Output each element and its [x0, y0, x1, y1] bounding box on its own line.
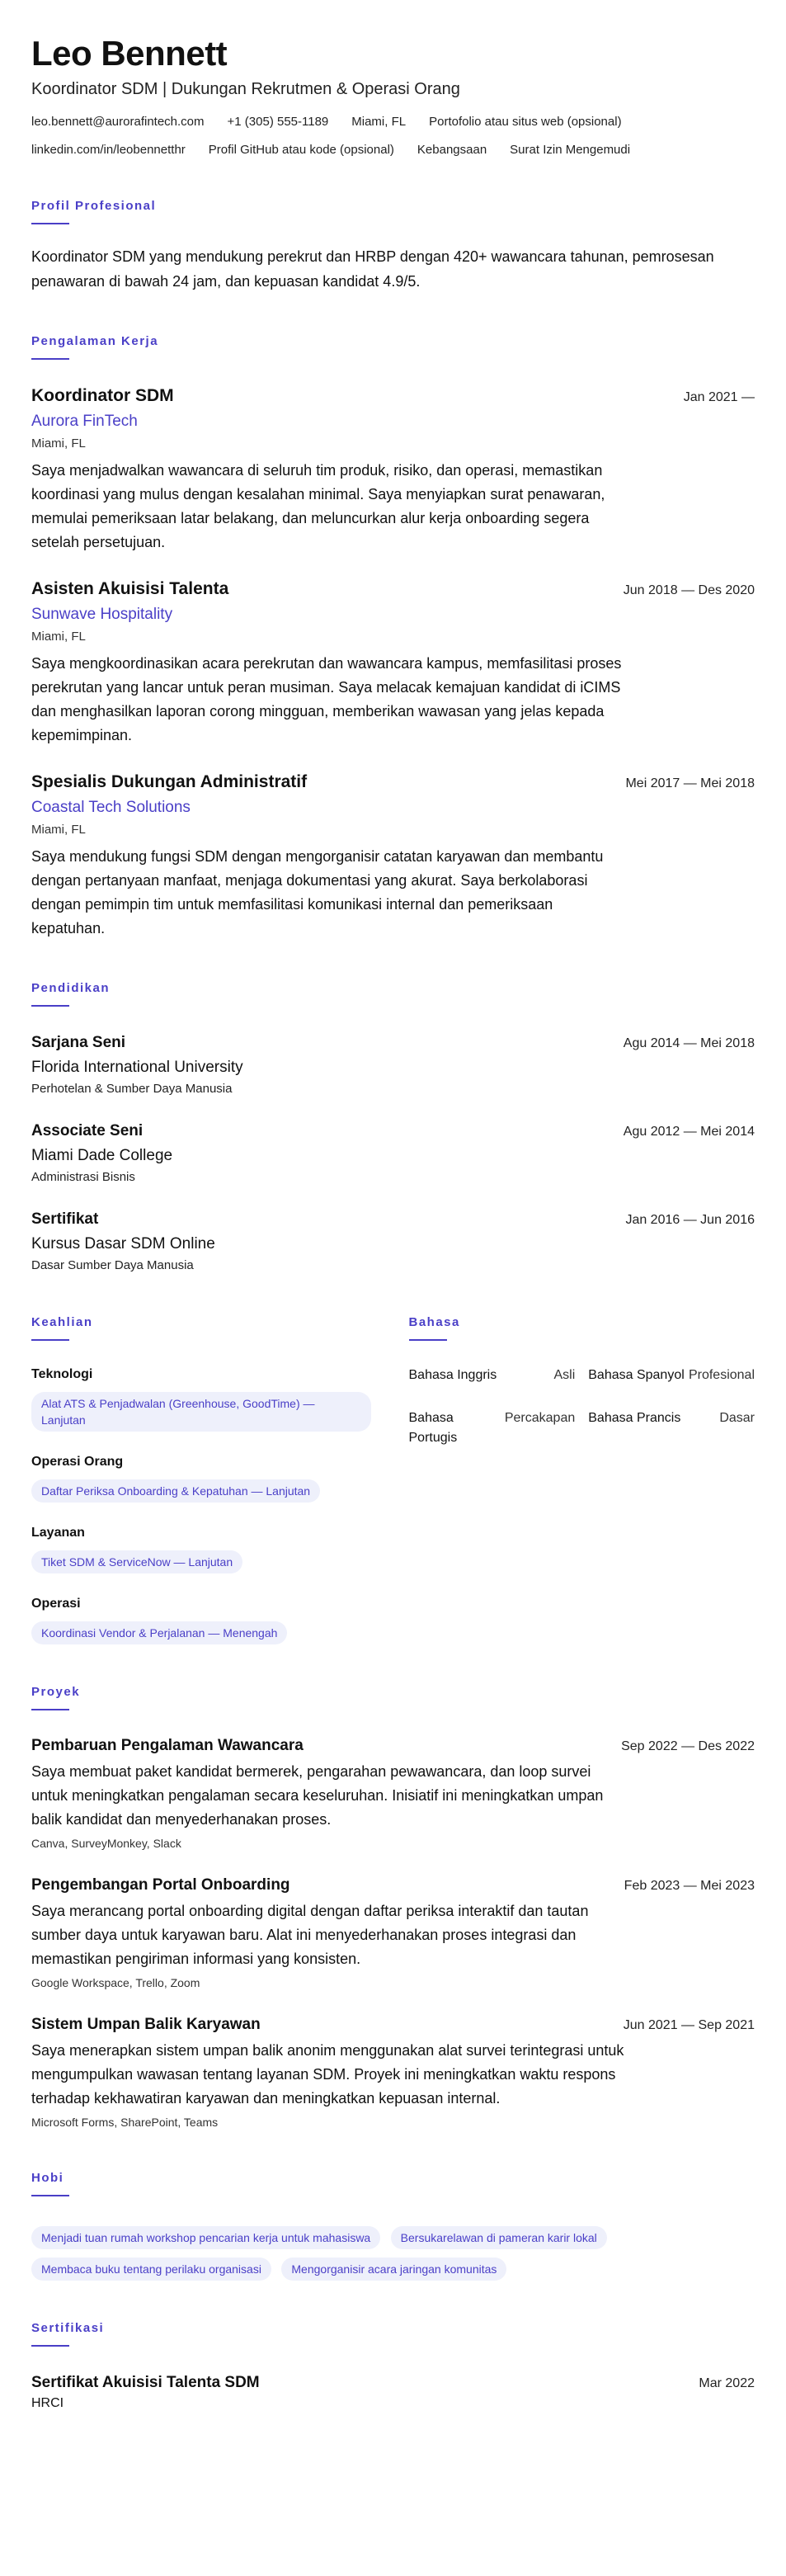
skill-chip: Tiket SDM & ServiceNow — Lanjutan: [31, 1550, 242, 1573]
section-divider: [31, 2195, 69, 2196]
skill-chip: Daftar Periksa Onboarding & Kepatuhan — Lanjutan: [31, 1479, 320, 1503]
certification-date: Mar 2022: [699, 2376, 755, 2390]
company-name: Aurora FinTech: [31, 413, 138, 430]
education-dates: Agu 2012 — Mei 2014: [623, 1125, 755, 1139]
degree: Sertifikat: [31, 1210, 99, 1228]
job-description: Saya mendukung fungsi SDM dengan mengorganisir catatan karyawan dan membantu dengan pertanyaan manfaat, menjaga dokumentasi yang akurat. Saya berkolaborasi dengan pemimpin tim untuk memfasilitasi komunikasi internal dan pemeriksaan kepatuhan.: [31, 848, 604, 937]
project-dates: Sep 2022 — Des 2022: [621, 1739, 755, 1753]
hobby-chip: Mengorganisir acara jaringan komunitas: [281, 2258, 506, 2281]
job-description: Saya mengkoordinasikan acara perekrutan dan wawancara kampus, memfasilitasi proses perekrutan yang lancar untuk peran musiman. Saya melacak kemajuan kandidat di iCIMS dan menghasilkan laporan corong mingguan, memberikan wawasan yang jelas kepada kepemimpinan.: [31, 655, 622, 743]
company-name: Coastal Tech Solutions: [31, 799, 191, 816]
contact-portfolio[interactable]: Portofolio atau situs web (opsional): [429, 115, 622, 129]
language-item: [409, 1408, 576, 1448]
project-entry: [31, 2014, 755, 2130]
section-heading: Sertifikasi: [31, 2321, 105, 2335]
project-tech: Google Workspace, Trello, Zoom: [31, 1976, 200, 1989]
section-divider: [31, 223, 69, 224]
education-dates: Agu 2014 — Mei 2018: [623, 1036, 755, 1050]
skill-group: [31, 1595, 378, 1644]
project-description: Saya membuat paket kandidat bermerek, pengarahan pewawancara, dan loop survei untuk meningkatkan pengalaman secara keseluruhan. Inisiatif ini meningkatkan umpan balik kandidat dan menyederhanakan proses.: [31, 1763, 604, 1828]
hobby-chips: [31, 2218, 658, 2281]
contact-email[interactable]: leo.bennett@aurorafintech.com: [31, 115, 205, 129]
language-name: Bahasa Portugis: [408, 1411, 458, 1445]
projects-section: [31, 1684, 755, 2130]
study-field: Dasar Sumber Daya Manusia: [31, 1258, 194, 1272]
project-tech: Microsoft Forms, SharePoint, Teams: [31, 2116, 219, 2129]
skill-category: Operasi Orang: [31, 1455, 124, 1469]
experience-entry: [31, 578, 755, 748]
section-heading: Profil Profesional: [31, 199, 157, 213]
education-entry: [31, 1208, 755, 1275]
contact-linkedin[interactable]: linkedin.com/in/leobennetthr: [31, 143, 186, 157]
project-entry: [31, 1735, 755, 1852]
section-divider: [409, 1339, 447, 1341]
school-name: Florida International University: [31, 1059, 243, 1076]
hobby-chip: Membaca buku tentang perilaku organisasi: [31, 2258, 271, 2281]
project-title: Pengembangan Portal Onboarding: [31, 1876, 290, 1894]
section-divider: [31, 1709, 69, 1710]
study-field: Administrasi Bisnis: [31, 1170, 135, 1184]
certification-issuer: HRCI: [31, 2396, 64, 2410]
job-description: Saya menjadwalkan wawancara di seluruh tim produk, risiko, dan operasi, memastikan koordinasi yang mulus dengan kesalahan minimal. Saya menyiapkan surat penawaran, memulai pemeriksaan latar belakang, dan meluncurkan alur kerja onboarding segera setelah persetujuan.: [31, 462, 605, 550]
language-name: Bahasa Spanyol: [588, 1368, 685, 1382]
profile-section: [31, 198, 755, 294]
job-location: Miami, FL: [31, 630, 86, 644]
project-description: Saya menerapkan sistem umpan balik anonim menggunakan alat survei terintegrasi untuk mengumpulkan wawasan tentang layanan SDM. Proyek ini meningkatkan waktu respons terhadap kekhawatiran karyawan dan meningkatkan kepuasan internal.: [31, 2042, 624, 2107]
candidate-name: Leo Bennett: [31, 34, 228, 73]
contact-nationality: Kebangsaan: [417, 143, 487, 157]
education-section: [31, 980, 755, 1275]
skill-chip: Alat ATS & Penjadwalan (Greenhouse, GoodTime) — Lanjutan: [31, 1392, 371, 1432]
skill-group: [31, 1524, 378, 1573]
project-title: Sistem Umpan Balik Karyawan: [31, 2016, 261, 2033]
degree: Sarjana Seni: [31, 1034, 126, 1051]
skills-section: [31, 1314, 378, 1644]
project-tech: Canva, SurveyMonkey, Slack: [31, 1837, 181, 1850]
skill-group: [31, 1366, 378, 1432]
project-title: Pembaruan Pengalaman Wawancara: [31, 1737, 304, 1754]
language-level: Percakapan: [504, 1411, 576, 1425]
degree: Associate Seni: [31, 1122, 144, 1139]
section-heading: Hobi: [31, 2171, 64, 2185]
hobbies-section: [31, 2170, 755, 2281]
job-title: Koordinator SDM: [31, 386, 174, 405]
profile-summary: Koordinator SDM yang mendukung perekrut dan HRBP dengan 420+ wawancara tahunan, pemrosesan penawaran di bawah 24 jam, dan kepuasan kandidat 4.9/5.: [31, 248, 714, 290]
job-location: Miami, FL: [31, 436, 86, 451]
section-heading: Keahlian: [31, 1315, 93, 1329]
section-divider: [31, 2345, 69, 2347]
certifications-section: [31, 2320, 755, 2411]
education-entry: [31, 1120, 755, 1187]
contact-list: [31, 114, 755, 158]
section-divider: [31, 1339, 69, 1341]
project-entry: [31, 1875, 755, 1991]
language-level: Dasar: [719, 1411, 755, 1425]
section-divider: [31, 1005, 69, 1007]
candidate-title: Koordinator SDM | Dukungan Rekrutmen & Operasi Orang: [31, 80, 460, 98]
job-dates: Jun 2018 — Des 2020: [623, 583, 755, 597]
company-name: Sunwave Hospitality: [31, 606, 173, 623]
language-level: Asli: [553, 1368, 576, 1382]
language-item: [409, 1366, 576, 1385]
school-name: Miami Dade College: [31, 1147, 173, 1164]
section-divider: [31, 358, 69, 360]
language-item: [588, 1366, 755, 1385]
experience-entry: [31, 385, 755, 554]
job-title: Spesialis Dukungan Administratif: [31, 772, 308, 791]
languages-section: [409, 1314, 755, 1644]
language-name: Bahasa Prancis: [588, 1411, 681, 1425]
language-level: Profesional: [688, 1368, 755, 1382]
contact-location: Miami, FL: [351, 115, 407, 129]
section-heading: Proyek: [31, 1685, 81, 1699]
hobby-chip: Bersukarelawan di pameran karir lokal: [391, 2226, 607, 2249]
resume-header: [31, 33, 755, 158]
experience-entry: [31, 771, 755, 941]
skills-languages-row: [31, 1314, 755, 1644]
education-dates: Jan 2016 — Jun 2016: [625, 1213, 755, 1227]
experience-section: [31, 333, 755, 941]
job-title: Asisten Akuisisi Talenta: [31, 579, 229, 598]
skill-chip: Koordinasi Vendor & Perjalanan — Menengah: [31, 1621, 287, 1644]
job-dates: Jan 2021 —: [683, 390, 755, 404]
language-name: Bahasa Inggris: [408, 1368, 497, 1382]
contact-license: Surat Izin Mengemudi: [510, 143, 631, 157]
job-location: Miami, FL: [31, 823, 86, 837]
project-description: Saya merancang portal onboarding digital dengan daftar periksa interaktif dan tautan sumber daya untuk karyawan baru. Alat ini menyederhanakan proses integrasi dan memastikan pengiriman informasi yang konsisten.: [31, 1903, 589, 1967]
project-dates: Feb 2023 — Mei 2023: [624, 1879, 755, 1893]
section-heading: Pengalaman Kerja: [31, 334, 159, 348]
study-field: Perhotelan & Sumber Daya Manusia: [31, 1082, 233, 1096]
certification-title: Sertifikat Akuisisi Talenta SDM: [31, 2374, 260, 2391]
skill-category: Operasi: [31, 1597, 81, 1611]
job-dates: Mei 2017 — Mei 2018: [625, 776, 755, 790]
contact-phone[interactable]: +1 (305) 555-1189: [227, 115, 329, 129]
skill-category: Layanan: [31, 1526, 85, 1540]
section-heading: Pendidikan: [31, 981, 111, 995]
school-name: Kursus Dasar SDM Online: [31, 1235, 215, 1253]
project-dates: Jun 2021 — Sep 2021: [623, 2018, 755, 2032]
certification-entry: [31, 2371, 755, 2411]
skill-category: Teknologi: [31, 1367, 93, 1381]
contact-github[interactable]: Profil GitHub atau kode (opsional): [208, 143, 394, 157]
section-heading: Bahasa: [408, 1315, 460, 1329]
education-entry: [31, 1031, 755, 1098]
skill-group: [31, 1453, 378, 1503]
language-item: [588, 1408, 755, 1448]
hobby-chip: Menjadi tuan rumah workshop pencarian kerja untuk mahasiswa: [31, 2226, 380, 2249]
